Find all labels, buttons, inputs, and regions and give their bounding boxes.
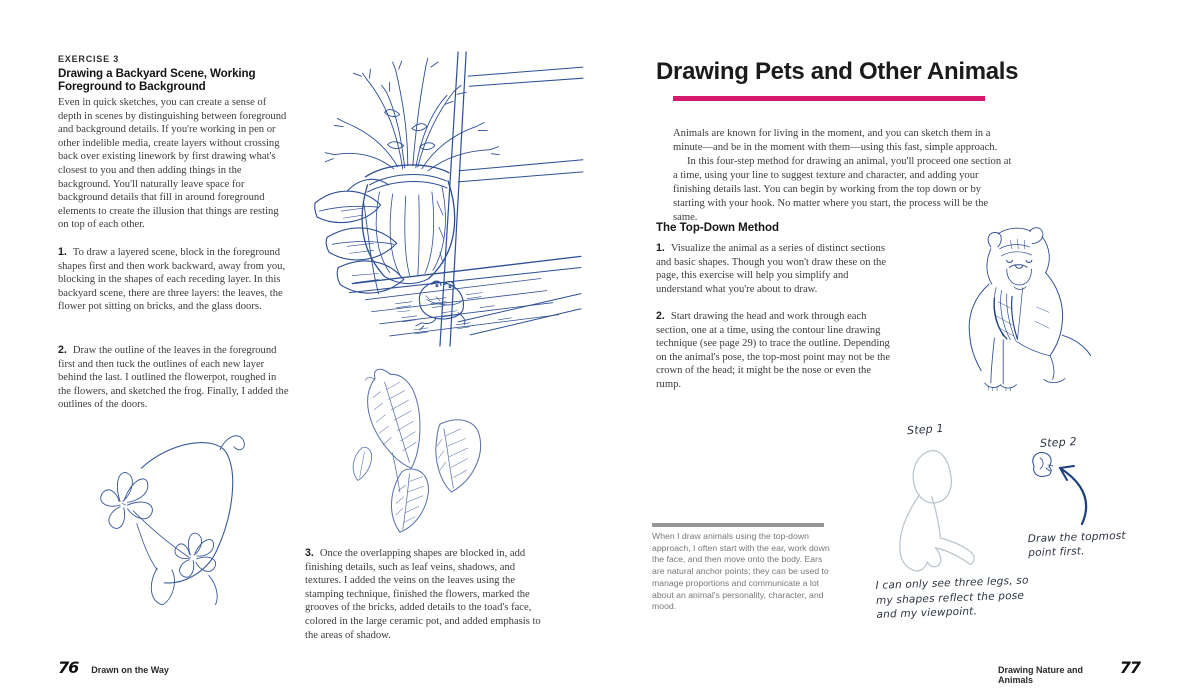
- bulldog-sketch-image: [945, 222, 1095, 408]
- step-text: Start drawing the head and work through each section, one at a time, using the contour line drawing technique (see page 29) to trace the outline. Depending on the animal's pose, the top-most point may not be the crown of the head; it might be the nose or even the rump.: [656, 311, 891, 390]
- caption-divider-bar: [652, 523, 824, 527]
- exercise-label: EXERCISE 3: [58, 54, 120, 64]
- outline-flowers-sketch-image: [72, 420, 257, 605]
- step-number: 2.: [58, 344, 67, 356]
- step1-annotation-label: Step 1: [906, 421, 945, 438]
- step-number: 1.: [58, 246, 67, 258]
- three-legs-note: I can only see three legs, so my shapes reflect the pose and my viewpoint.: [875, 574, 1029, 621]
- right-intro-paragraph-2: In this four-step method for drawing an animal, you'll proceed one section at a time, using your line to suggest texture and character, and adding your finishing details last. You can begin by working from the top down or by starting with your hook. No matter where you start, the process will be the same.: [673, 156, 1012, 223]
- right-footer: [998, 658, 1140, 685]
- title-accent-bar: [673, 96, 985, 101]
- method-step-2: [656, 310, 892, 392]
- left-page-heading: Drawing a Backyard Scene, Working Foreground to Background: [58, 67, 256, 94]
- method-heading: The Top-Down Method: [656, 222, 780, 234]
- book-title: Drawn on the Way: [91, 665, 169, 675]
- step-text: Once the overlapping shapes are blocked in, add finishing details, such as leaf veins, shadows, and textures. I added the veins on the leaves using the stamping technique, finished the flowers, marked the grooves of the bricks, added details to the toad's face, colored in the large ceramic pot, and added emphasis to the areas of shadow.: [305, 548, 541, 641]
- left-step-2: [58, 344, 291, 412]
- step-number: 2.: [656, 310, 665, 322]
- left-page-number: 76: [58, 658, 79, 677]
- method-step-1: [656, 242, 892, 296]
- right-intro-paragraph-1: Animals are known for living in the moment, and you can sketch them in a minute—and be in the moment with them—using this fast, simple approach.: [673, 128, 998, 153]
- veined-leaves-sketch-image: [333, 356, 505, 540]
- chapter-footer-title: Drawing Nature and Animals: [998, 665, 1084, 685]
- right-page-number: 77: [1119, 658, 1140, 677]
- ear-arrow-sketch-image: [1018, 448, 1103, 530]
- step-text: Draw the outline of the leaves in the foreground first and then tuck the outlines of each new layer behind the last. I outlined the flowerpot, roughed in the flowers, and sketched the frog. Finally, I added the outlines of the doors.: [58, 345, 289, 411]
- left-step-3: [305, 547, 548, 642]
- step-text: Visualize the animal as a series of distinct sections and basic shapes. Though you won't draw these on the page, this exercise will help you simplify and understand what you're about to draw.: [656, 243, 887, 295]
- step-number: 3.: [305, 547, 314, 559]
- step-number: 1.: [656, 242, 665, 254]
- caption-text: When I draw animals using the top-down approach, I often start with the ear, work down the face, and then move onto the body. Ears are natural anchor points; they can be used to manage proportions and communicate a lot about an animal's personality, character, and mood.: [652, 531, 830, 612]
- topmost-point-note: Draw the topmost point first.: [1027, 529, 1126, 560]
- left-intro-paragraph: Even in quick sketches, you can create a sense of depth in scenes by distinguishing between foreground and background details. If you're working in pen or other indelible media, create layers without crossing back over existing linework by first drawing what's closest to you and then adding things in the background. You'll naturally leave space for background details that fill in around foreground elements to create the illusion that things are resting on top of each other.: [58, 97, 287, 231]
- left-footer: [58, 658, 169, 677]
- chapter-title: Drawing Pets and Other Animals: [656, 58, 1019, 85]
- potted-plant-window-sketch-image: [306, 50, 586, 348]
- step-text: To draw a layered scene, block in the foreground shapes first and then work backward, away from you, blocking in the shapes of each receding layer. In this backyard scene, there are three layers: the leaves, the flower pot sitting on bricks, and the glass doors.: [58, 247, 286, 313]
- step2-annotation-label: Step 2: [1039, 435, 1078, 450]
- blocking-shapes-sketch-image: [883, 444, 991, 576]
- left-step-1: [58, 246, 291, 314]
